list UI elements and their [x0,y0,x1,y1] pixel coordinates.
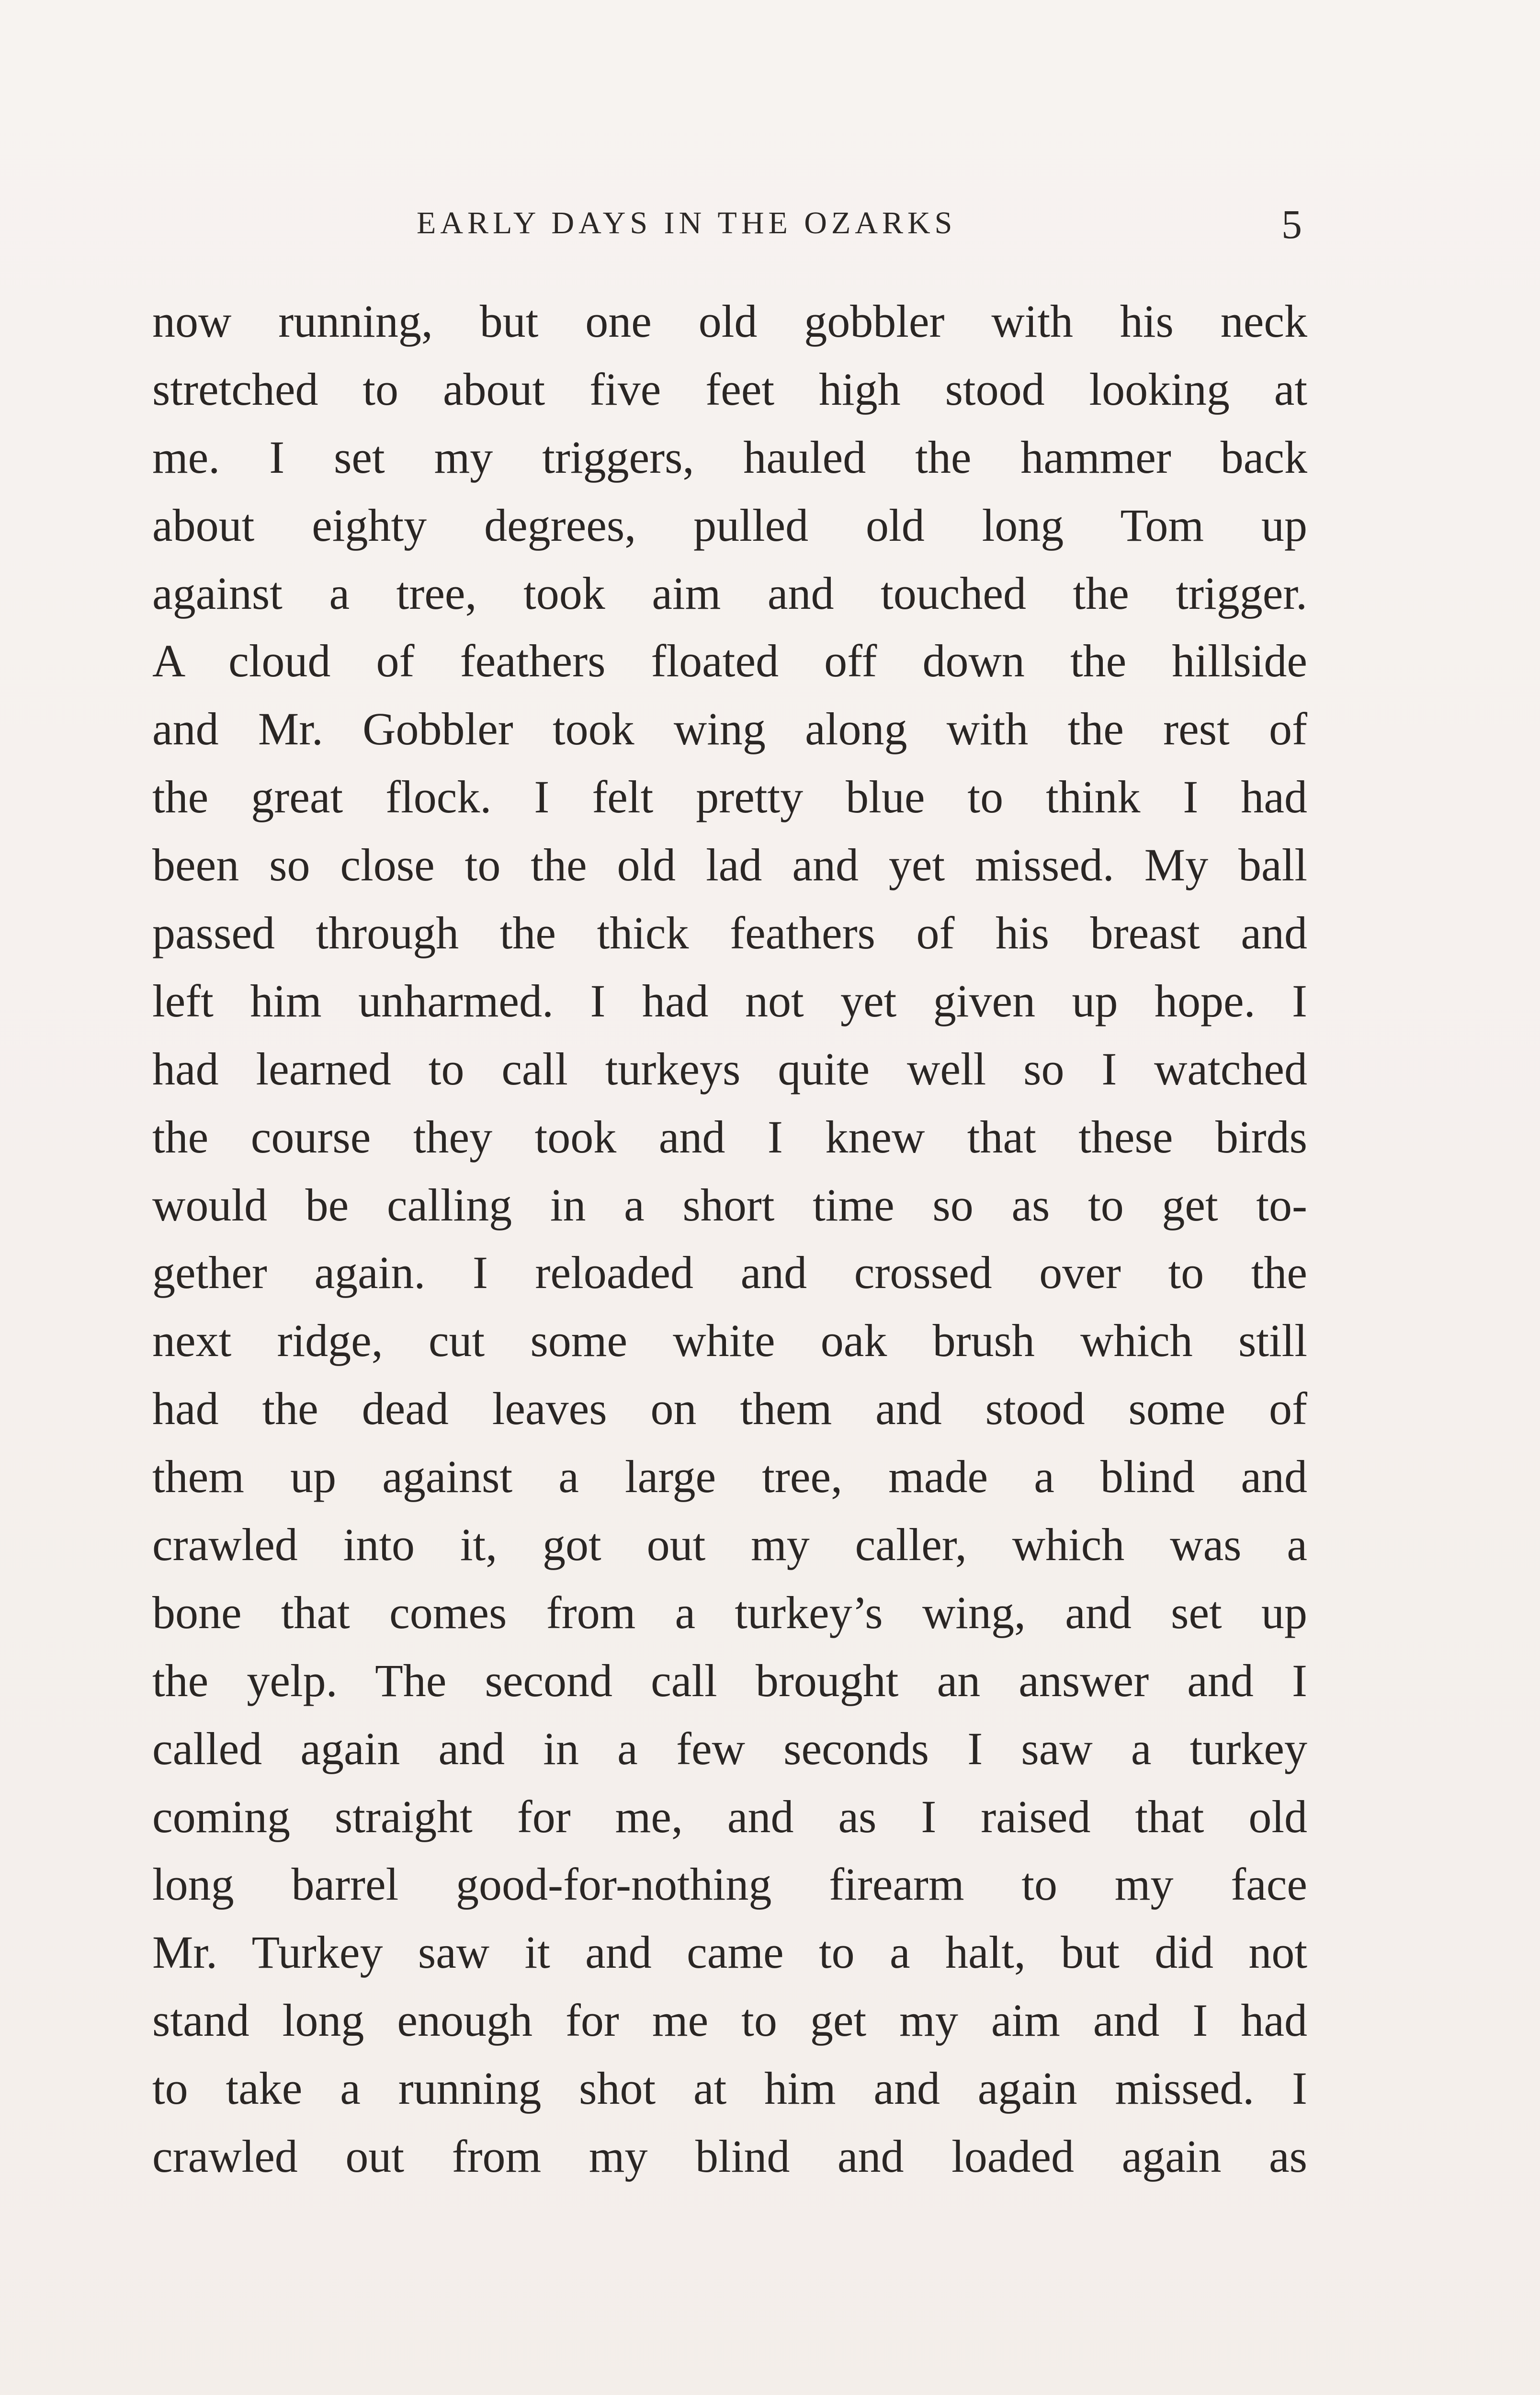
text-line: coming straight for me, and as I raised that old [152,1791,1307,1842]
text-line: against a tree, took aim and touched the trigger. [152,567,1307,619]
body-text [152,287,1307,2190]
text-line: bone that comes from a turkey’s wing, and set up [152,1586,1307,1638]
text-line: and Mr. Gobbler took wing along with the rest of [152,703,1307,755]
running-title: EARLY DAYS IN THE OZARKS [417,205,957,240]
text-line: A cloud of feathers floated off down the hillside [152,635,1307,687]
text-line: about eighty degrees, pulled old long Tom up [152,499,1307,551]
text-line: crawled out from my blind and loaded again as [152,2131,1307,2182]
text-line: now running, but one old gobbler with his neck [152,296,1307,347]
text-line: left him unharmed. I had not yet given up hope. I [152,975,1307,1026]
text-line: long barrel good-for-nothing firearm to my face [152,1859,1307,1910]
text-line: gether again. I reloaded and crossed over to the [152,1247,1307,1299]
text-line: passed through the thick feathers of his breast and [152,907,1307,959]
text-line: to take a running shot at him and again missed. I [152,2063,1307,2114]
text-line: stand long enough for me to get my aim and I had [152,1995,1307,2046]
text-line: had learned to call turkeys quite well so I watched [152,1043,1307,1095]
text-line: them up against a large tree, made a blind and [152,1451,1307,1503]
text-line: stretched to about five feet high stood looking at [152,363,1307,415]
text-line: crawled into it, got out my caller, which was a [152,1519,1307,1571]
text-line: been so close to the old lad and yet missed. My ball [152,839,1307,891]
text-line: called again and in a few seconds I saw a turkey [152,1722,1307,1774]
page-number: 5 [1281,201,1302,247]
text-line: Mr. Turkey saw it and came to a halt, but did not [152,1927,1307,1978]
text-line: the course they took and I knew that these birds [152,1111,1307,1163]
text-line: would be calling in a short time so as to get to- [152,1179,1307,1231]
text-line: next ridge, cut some white oak brush which still [152,1315,1307,1367]
text-line: the great flock. I felt pretty blue to think I had [152,771,1307,823]
text-line: me. I set my triggers, hauled the hammer back [152,431,1307,483]
text-line: had the dead leaves on them and stood some of [152,1383,1307,1435]
text-line: the yelp. The second call brought an answer and I [152,1654,1307,1706]
